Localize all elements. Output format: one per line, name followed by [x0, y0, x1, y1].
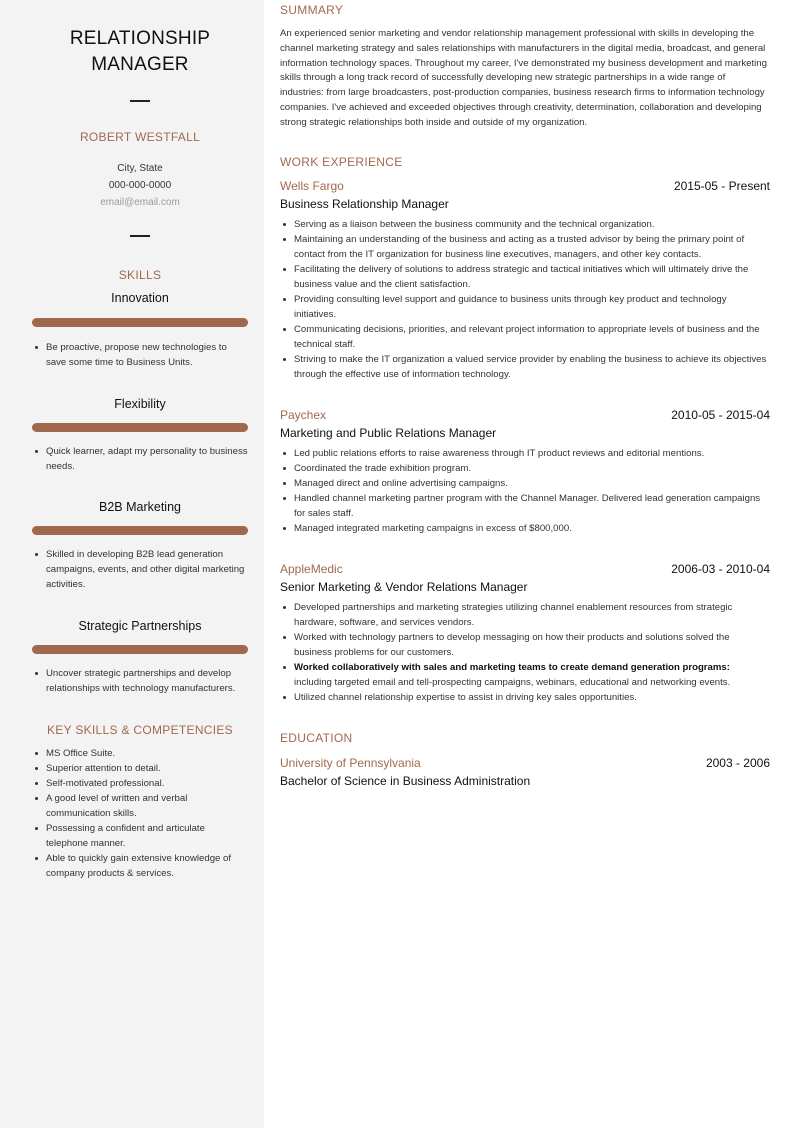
list-item: Maintaining an understanding of the business and acting as a trusted advisor by being the primary point of contact from the IT organization for business line executives, managers, and other key contacts. — [280, 232, 770, 262]
list-item: Providing consulting level support and guidance to business units through key product and technology initiatives. — [280, 292, 770, 322]
company-name: AppleMedic — [280, 561, 343, 576]
list-item: Handled channel marketing partner program with the Channel Manager. Delivered lead generation campaigns for sales staff. — [280, 491, 770, 521]
list-item: Striving to make the IT organization a valued service provider by enabling the business to achieve its objectives through the effective use of information technology. — [280, 352, 770, 382]
contact-divider — [130, 235, 150, 237]
list-item — [280, 660, 770, 690]
list-item: MS Office Suite. — [32, 746, 248, 761]
list-item: Able to quickly gain extensive knowledge of company products & services. — [32, 851, 248, 881]
skill-title: Strategic Partnerships — [78, 619, 202, 633]
list-item: Led public relations efforts to raise awareness through IT product reviews and editorial mentions. — [280, 446, 770, 461]
list-item: Superior attention to detail. — [32, 761, 248, 776]
list-item: Be proactive, propose new technologies to save some time to Business Units. — [32, 340, 248, 370]
main-content — [280, 0, 770, 788]
skill-level-bar — [32, 318, 248, 327]
list-item: Utilized channel relationship expertise to assist in driving key sales opportunities. — [280, 690, 770, 705]
bullet-rest-text: including targeted email and tell-prospecting campaigns, webinars, educational and networking events. — [294, 676, 731, 688]
list-item: A good level of written and verbal communication skills. — [32, 791, 248, 821]
title-divider — [130, 100, 150, 102]
job-entry — [280, 408, 770, 536]
summary-text: An experienced senior marketing and vendor relationship management professional with skills in developing the channel marketing strategy and sales relationships with manufacturers in the digital media, broadcast, and general information technology spaces. Throughout my career, I've demonstrated my business development and marketing skills through a long track record of successfully developing new strategic partnerships in a wide range of industries: from large broadcasters, post-production companies, business research firms to information technology companies. I've achieved and exceeded objectives through creativity, determination, collaboration and developing strong strategic relationships both inside and outside of my organization. — [280, 28, 767, 128]
candidate-name: ROBERT WESTFALL — [79, 130, 201, 144]
list-item: Managed direct and online advertising campaigns. — [280, 476, 770, 491]
contact-location: City, State — [117, 163, 163, 174]
job-role: Marketing and Public Relations Manager — [280, 425, 497, 440]
school-name: University of Pennsylvania — [280, 755, 421, 770]
skill-level-bar — [32, 526, 248, 535]
skill-level-bar — [32, 423, 248, 432]
list-item: Worked with technology partners to develop messaging on how their products and solutions solved the business problems for our customers. — [280, 630, 770, 660]
list-item: Developed partnerships and marketing strategies utilizing channel enablement resources from strategic hardware, software, and services vendors. — [280, 600, 770, 630]
job-dates: 2015-05 - Present — [673, 178, 770, 193]
sidebar — [0, 0, 264, 1128]
list-item: Skilled in developing B2B lead generation campaigns, events, and other digital marketing activities. — [32, 547, 248, 592]
education-dates: 2003 - 2006 — [705, 755, 770, 770]
degree: Bachelor of Science in Business Administration — [280, 773, 531, 788]
skill-title: B2B Marketing — [99, 500, 181, 514]
list-item: Serving as a liaison between the business community and the technical organization. — [280, 217, 770, 232]
summary-heading: SUMMARY — [280, 3, 344, 17]
job-dates: 2010-05 - 2015-04 — [671, 407, 770, 422]
resume-title: RELATIONSHIP MANAGER — [69, 28, 211, 75]
company-name: Paychex — [280, 407, 327, 422]
job-bullets — [280, 600, 770, 705]
key-skills-heading: KEY SKILLS & COMPETENCIES — [46, 723, 233, 737]
list-item: Quick learner, adapt my personality to business needs. — [32, 444, 248, 474]
list-item: Communicating decisions, priorities, and relevant project information to appropriate levels of business and the technical staff. — [280, 322, 770, 352]
skills-heading: SKILLS — [118, 268, 162, 282]
list-item: Managed integrated marketing campaigns in excess of $800,000. — [280, 521, 770, 536]
list-item: Coordinated the trade exhibition program. — [280, 461, 770, 476]
job-role: Senior Marketing & Vendor Relations Manager — [280, 579, 528, 594]
bold-lead-text: Worked collaboratively with sales and marketing teams to create demand generation programs: — [294, 661, 730, 673]
list-item: Uncover strategic partnerships and develop relationships with technology manufacturers. — [32, 666, 248, 696]
contact-email[interactable]: email@email.com — [100, 197, 180, 208]
skill-description-list — [32, 444, 248, 474]
job-role: Business Relationship Manager — [280, 196, 449, 211]
job-entry — [280, 179, 770, 382]
job-dates: 2006-03 - 2010-04 — [671, 561, 770, 576]
skill-level-bar — [32, 645, 248, 654]
job-bullets — [280, 446, 770, 536]
education-entry — [280, 756, 770, 788]
list-item: Self-motivated professional. — [32, 776, 248, 791]
list-item: Facilitating the delivery of solutions to address strategic and tactical initiatives which will ultimately drive the business value and the client satisfaction. — [280, 262, 770, 292]
skill-description-list — [32, 547, 248, 592]
job-entry — [280, 562, 770, 705]
skill-title: Innovation — [111, 291, 169, 305]
company-name: Wells Fargo — [280, 178, 344, 193]
list-item: Possessing a confident and articulate telephone manner. — [32, 821, 248, 851]
key-skills-list — [32, 746, 248, 881]
skill-description-list — [32, 340, 248, 370]
education-heading: EDUCATION — [280, 730, 353, 745]
skill-description-list — [32, 666, 248, 696]
experience-heading: WORK EXPERIENCE — [280, 154, 403, 169]
job-bullets — [280, 217, 770, 382]
skill-title: Flexibility — [114, 397, 166, 411]
contact-phone: 000-000-0000 — [108, 180, 172, 191]
